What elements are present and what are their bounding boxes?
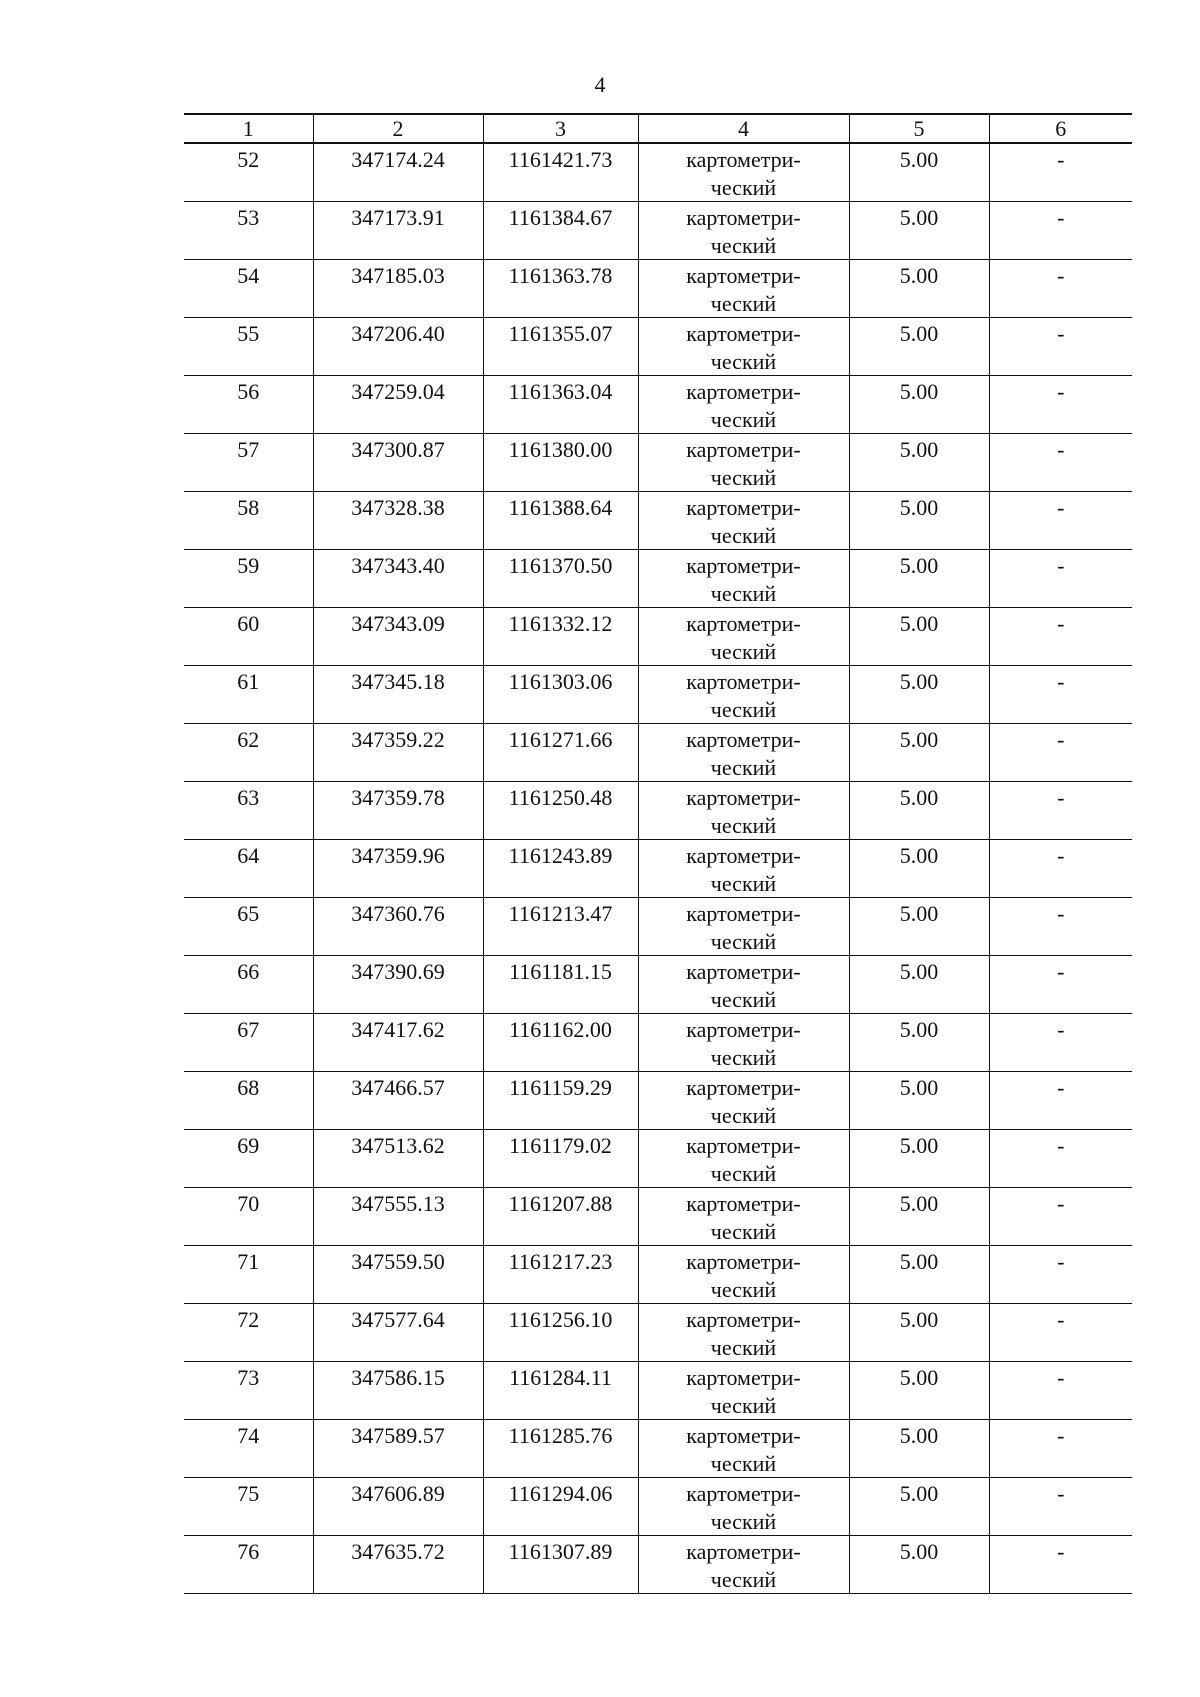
table-row — [184, 318, 1132, 376]
accuracy-cell: 5.00 — [849, 434, 989, 492]
x-coordinate-cell: 347343.40 — [313, 550, 483, 608]
method-cell — [638, 1304, 849, 1362]
point-number-cell: 55 — [184, 318, 313, 376]
method-cell — [638, 1478, 849, 1536]
y-coordinate-cell: 1161363.04 — [483, 376, 638, 434]
y-coordinate-cell: 1161256.10 — [483, 1304, 638, 1362]
page-number: 4 — [594, 72, 606, 97]
method-line-2: ческий — [710, 464, 777, 490]
method-line-2: ческий — [710, 580, 777, 606]
method-line-2: ческий — [710, 232, 777, 258]
method-line-2: ческий — [710, 348, 777, 374]
note-cell: - — [989, 724, 1132, 782]
accuracy-cell: 5.00 — [849, 1362, 989, 1420]
x-coordinate-cell: 347360.76 — [313, 898, 483, 956]
accuracy-cell: 5.00 — [849, 956, 989, 1014]
x-coordinate-cell: 347185.03 — [313, 260, 483, 318]
y-coordinate-cell: 1161332.12 — [483, 608, 638, 666]
x-coordinate-cell: 347174.24 — [313, 143, 483, 202]
x-coordinate-cell: 347589.57 — [313, 1420, 483, 1478]
method-line-1: картометри- — [686, 901, 801, 926]
y-coordinate-cell: 1161162.00 — [483, 1014, 638, 1072]
method-line-2: ческий — [710, 1044, 777, 1070]
method-line-2: ческий — [710, 1276, 777, 1302]
y-coordinate-cell: 1161303.06 — [483, 666, 638, 724]
accuracy-cell: 5.00 — [849, 318, 989, 376]
note-cell: - — [989, 782, 1132, 840]
x-coordinate-cell: 347417.62 — [313, 1014, 483, 1072]
method-line-2: ческий — [710, 174, 777, 200]
point-number-cell: 59 — [184, 550, 313, 608]
method-cell — [638, 143, 849, 202]
accuracy-cell: 5.00 — [849, 260, 989, 318]
method-line-1: картометри- — [686, 1191, 801, 1216]
table-row — [184, 1420, 1132, 1478]
accuracy-cell: 5.00 — [849, 1188, 989, 1246]
note-cell: - — [989, 956, 1132, 1014]
table-row — [184, 608, 1132, 666]
method-line-1: картометри- — [686, 495, 801, 520]
y-coordinate-cell: 1161380.00 — [483, 434, 638, 492]
accuracy-cell: 5.00 — [849, 666, 989, 724]
table-row — [184, 1536, 1132, 1594]
note-cell: - — [989, 1130, 1132, 1188]
accuracy-cell: 5.00 — [849, 608, 989, 666]
accuracy-cell: 5.00 — [849, 1072, 989, 1130]
method-cell — [638, 1420, 849, 1478]
method-line-2: ческий — [710, 1218, 777, 1244]
accuracy-cell: 5.00 — [849, 550, 989, 608]
accuracy-cell: 5.00 — [849, 1246, 989, 1304]
point-number-cell: 73 — [184, 1362, 313, 1420]
x-coordinate-cell: 347343.09 — [313, 608, 483, 666]
column-header-1: 1 — [184, 114, 313, 143]
method-line-1: картометри- — [686, 1017, 801, 1042]
table-row — [184, 1072, 1132, 1130]
accuracy-cell: 5.00 — [849, 724, 989, 782]
point-number-cell: 57 — [184, 434, 313, 492]
note-cell: - — [989, 608, 1132, 666]
accuracy-cell: 5.00 — [849, 1478, 989, 1536]
method-line-2: ческий — [710, 1566, 777, 1592]
note-cell: - — [989, 492, 1132, 550]
y-coordinate-cell: 1161207.88 — [483, 1188, 638, 1246]
accuracy-cell: 5.00 — [849, 143, 989, 202]
table-row — [184, 956, 1132, 1014]
y-coordinate-cell: 1161363.78 — [483, 260, 638, 318]
method-line-1: картометри- — [686, 1481, 801, 1506]
method-cell — [638, 550, 849, 608]
column-header-5: 5 — [849, 114, 989, 143]
y-coordinate-cell: 1161250.48 — [483, 782, 638, 840]
x-coordinate-cell: 347300.87 — [313, 434, 483, 492]
method-line-2: ческий — [710, 754, 777, 780]
method-line-1: картометри- — [686, 611, 801, 636]
method-line-2: ческий — [710, 1508, 777, 1534]
table-row — [184, 260, 1132, 318]
table-row — [184, 1362, 1132, 1420]
coordinates-table — [184, 113, 1132, 1594]
accuracy-cell: 5.00 — [849, 898, 989, 956]
method-cell — [638, 666, 849, 724]
point-number-cell: 62 — [184, 724, 313, 782]
y-coordinate-cell: 1161181.15 — [483, 956, 638, 1014]
method-line-2: ческий — [710, 696, 777, 722]
method-line-1: картометри- — [686, 263, 801, 288]
method-line-2: ческий — [710, 986, 777, 1012]
point-number-cell: 66 — [184, 956, 313, 1014]
table-row — [184, 1014, 1132, 1072]
y-coordinate-cell: 1161421.73 — [483, 143, 638, 202]
method-line-1: картометри- — [686, 785, 801, 810]
table-row — [184, 434, 1132, 492]
table-row — [184, 1246, 1132, 1304]
x-coordinate-cell: 347513.62 — [313, 1130, 483, 1188]
table-row — [184, 550, 1132, 608]
x-coordinate-cell: 347606.89 — [313, 1478, 483, 1536]
note-cell: - — [989, 434, 1132, 492]
method-line-2: ческий — [710, 1334, 777, 1360]
table-row — [184, 724, 1132, 782]
method-line-1: картометри- — [686, 959, 801, 984]
accuracy-cell: 5.00 — [849, 840, 989, 898]
method-cell — [638, 492, 849, 550]
table-row — [184, 1478, 1132, 1536]
method-line-1: картометри- — [686, 1539, 801, 1564]
method-line-2: ческий — [710, 812, 777, 838]
y-coordinate-cell: 1161271.66 — [483, 724, 638, 782]
point-number-cell: 52 — [184, 143, 313, 202]
note-cell: - — [989, 840, 1132, 898]
method-line-2: ческий — [710, 1160, 777, 1186]
table-row — [184, 1188, 1132, 1246]
point-number-cell: 60 — [184, 608, 313, 666]
note-cell: - — [989, 376, 1132, 434]
y-coordinate-cell: 1161159.29 — [483, 1072, 638, 1130]
note-cell: - — [989, 1304, 1132, 1362]
method-cell — [638, 1246, 849, 1304]
note-cell: - — [989, 666, 1132, 724]
y-coordinate-cell: 1161243.89 — [483, 840, 638, 898]
method-cell — [638, 608, 849, 666]
column-header-6: 6 — [989, 114, 1132, 143]
column-header-2: 2 — [313, 114, 483, 143]
note-cell: - — [989, 1072, 1132, 1130]
y-coordinate-cell: 1161284.11 — [483, 1362, 638, 1420]
table-header — [184, 114, 1132, 143]
accuracy-cell: 5.00 — [849, 1420, 989, 1478]
y-coordinate-cell: 1161294.06 — [483, 1478, 638, 1536]
method-line-2: ческий — [710, 290, 777, 316]
table-row — [184, 143, 1132, 202]
method-line-2: ческий — [710, 522, 777, 548]
accuracy-cell: 5.00 — [849, 782, 989, 840]
method-cell — [638, 434, 849, 492]
method-line-1: картометри- — [686, 205, 801, 230]
x-coordinate-cell: 347577.64 — [313, 1304, 483, 1362]
x-coordinate-cell: 347345.18 — [313, 666, 483, 724]
method-cell — [638, 318, 849, 376]
table-row — [184, 782, 1132, 840]
method-line-1: картометри- — [686, 437, 801, 462]
note-cell: - — [989, 1246, 1132, 1304]
method-line-2: ческий — [710, 870, 777, 896]
note-cell: - — [989, 143, 1132, 202]
table-row — [184, 376, 1132, 434]
method-line-1: картометри- — [686, 1249, 801, 1274]
method-line-2: ческий — [710, 406, 777, 432]
point-number-cell: 64 — [184, 840, 313, 898]
point-number-cell: 75 — [184, 1478, 313, 1536]
point-number-cell: 65 — [184, 898, 313, 956]
x-coordinate-cell: 347359.96 — [313, 840, 483, 898]
method-cell — [638, 782, 849, 840]
point-number-cell: 69 — [184, 1130, 313, 1188]
y-coordinate-cell: 1161370.50 — [483, 550, 638, 608]
method-line-1: картометри- — [686, 727, 801, 752]
table-row — [184, 840, 1132, 898]
method-cell — [638, 1072, 849, 1130]
point-number-cell: 68 — [184, 1072, 313, 1130]
x-coordinate-cell: 347466.57 — [313, 1072, 483, 1130]
note-cell: - — [989, 1014, 1132, 1072]
x-coordinate-cell: 347586.15 — [313, 1362, 483, 1420]
column-header-4: 4 — [638, 114, 849, 143]
x-coordinate-cell: 347328.38 — [313, 492, 483, 550]
table-row — [184, 1130, 1132, 1188]
point-number-cell: 56 — [184, 376, 313, 434]
y-coordinate-cell: 1161285.76 — [483, 1420, 638, 1478]
method-line-1: картометри- — [686, 1365, 801, 1390]
method-line-1: картометри- — [686, 843, 801, 868]
method-line-1: картометри- — [686, 1075, 801, 1100]
table-row — [184, 492, 1132, 550]
point-number-cell: 53 — [184, 202, 313, 260]
note-cell: - — [989, 260, 1132, 318]
method-line-2: ческий — [710, 1102, 777, 1128]
accuracy-cell: 5.00 — [849, 1304, 989, 1362]
accuracy-cell: 5.00 — [849, 376, 989, 434]
accuracy-cell: 5.00 — [849, 1014, 989, 1072]
point-number-cell: 70 — [184, 1188, 313, 1246]
table-row — [184, 666, 1132, 724]
column-header-3: 3 — [483, 114, 638, 143]
point-number-cell: 76 — [184, 1536, 313, 1594]
y-coordinate-cell: 1161384.67 — [483, 202, 638, 260]
table-row — [184, 202, 1132, 260]
x-coordinate-cell: 347559.50 — [313, 1246, 483, 1304]
table-body — [184, 143, 1132, 1594]
method-cell — [638, 202, 849, 260]
point-number-cell: 67 — [184, 1014, 313, 1072]
point-number-cell: 74 — [184, 1420, 313, 1478]
y-coordinate-cell: 1161307.89 — [483, 1536, 638, 1594]
point-number-cell: 72 — [184, 1304, 313, 1362]
method-cell — [638, 1014, 849, 1072]
note-cell: - — [989, 1478, 1132, 1536]
note-cell: - — [989, 318, 1132, 376]
y-coordinate-cell: 1161388.64 — [483, 492, 638, 550]
y-coordinate-cell: 1161217.23 — [483, 1246, 638, 1304]
y-coordinate-cell: 1161355.07 — [483, 318, 638, 376]
method-line-1: картометри- — [686, 1423, 801, 1448]
method-cell — [638, 840, 849, 898]
note-cell: - — [989, 1188, 1132, 1246]
note-cell: - — [989, 1536, 1132, 1594]
accuracy-cell: 5.00 — [849, 202, 989, 260]
point-number-cell: 61 — [184, 666, 313, 724]
x-coordinate-cell: 347359.78 — [313, 782, 483, 840]
method-line-1: картометри- — [686, 321, 801, 346]
x-coordinate-cell: 347359.22 — [313, 724, 483, 782]
note-cell: - — [989, 550, 1132, 608]
method-cell — [638, 1362, 849, 1420]
method-cell — [638, 376, 849, 434]
table-row — [184, 1304, 1132, 1362]
method-cell — [638, 1188, 849, 1246]
method-line-2: ческий — [710, 1392, 777, 1418]
method-line-1: картометри- — [686, 669, 801, 694]
point-number-cell: 58 — [184, 492, 313, 550]
accuracy-cell: 5.00 — [849, 1536, 989, 1594]
accuracy-cell: 5.00 — [849, 492, 989, 550]
method-line-1: картометри- — [686, 147, 801, 172]
table-row — [184, 898, 1132, 956]
method-line-2: ческий — [710, 928, 777, 954]
method-line-1: картометри- — [686, 1307, 801, 1332]
note-cell: - — [989, 1420, 1132, 1478]
y-coordinate-cell: 1161179.02 — [483, 1130, 638, 1188]
point-number-cell: 63 — [184, 782, 313, 840]
method-cell — [638, 898, 849, 956]
note-cell: - — [989, 1362, 1132, 1420]
x-coordinate-cell: 347390.69 — [313, 956, 483, 1014]
method-line-1: картометри- — [686, 553, 801, 578]
note-cell: - — [989, 202, 1132, 260]
point-number-cell: 54 — [184, 260, 313, 318]
method-line-2: ческий — [710, 638, 777, 664]
method-cell — [638, 260, 849, 318]
method-cell — [638, 956, 849, 1014]
accuracy-cell: 5.00 — [849, 1130, 989, 1188]
x-coordinate-cell: 347635.72 — [313, 1536, 483, 1594]
method-cell — [638, 1536, 849, 1594]
x-coordinate-cell: 347206.40 — [313, 318, 483, 376]
method-line-1: картометри- — [686, 379, 801, 404]
note-cell: - — [989, 898, 1132, 956]
y-coordinate-cell: 1161213.47 — [483, 898, 638, 956]
x-coordinate-cell: 347173.91 — [313, 202, 483, 260]
x-coordinate-cell: 347259.04 — [313, 376, 483, 434]
method-line-1: картометри- — [686, 1133, 801, 1158]
point-number-cell: 71 — [184, 1246, 313, 1304]
header-row — [184, 114, 1132, 143]
x-coordinate-cell: 347555.13 — [313, 1188, 483, 1246]
method-cell — [638, 1130, 849, 1188]
method-line-2: ческий — [710, 1450, 777, 1476]
method-cell — [638, 724, 849, 782]
